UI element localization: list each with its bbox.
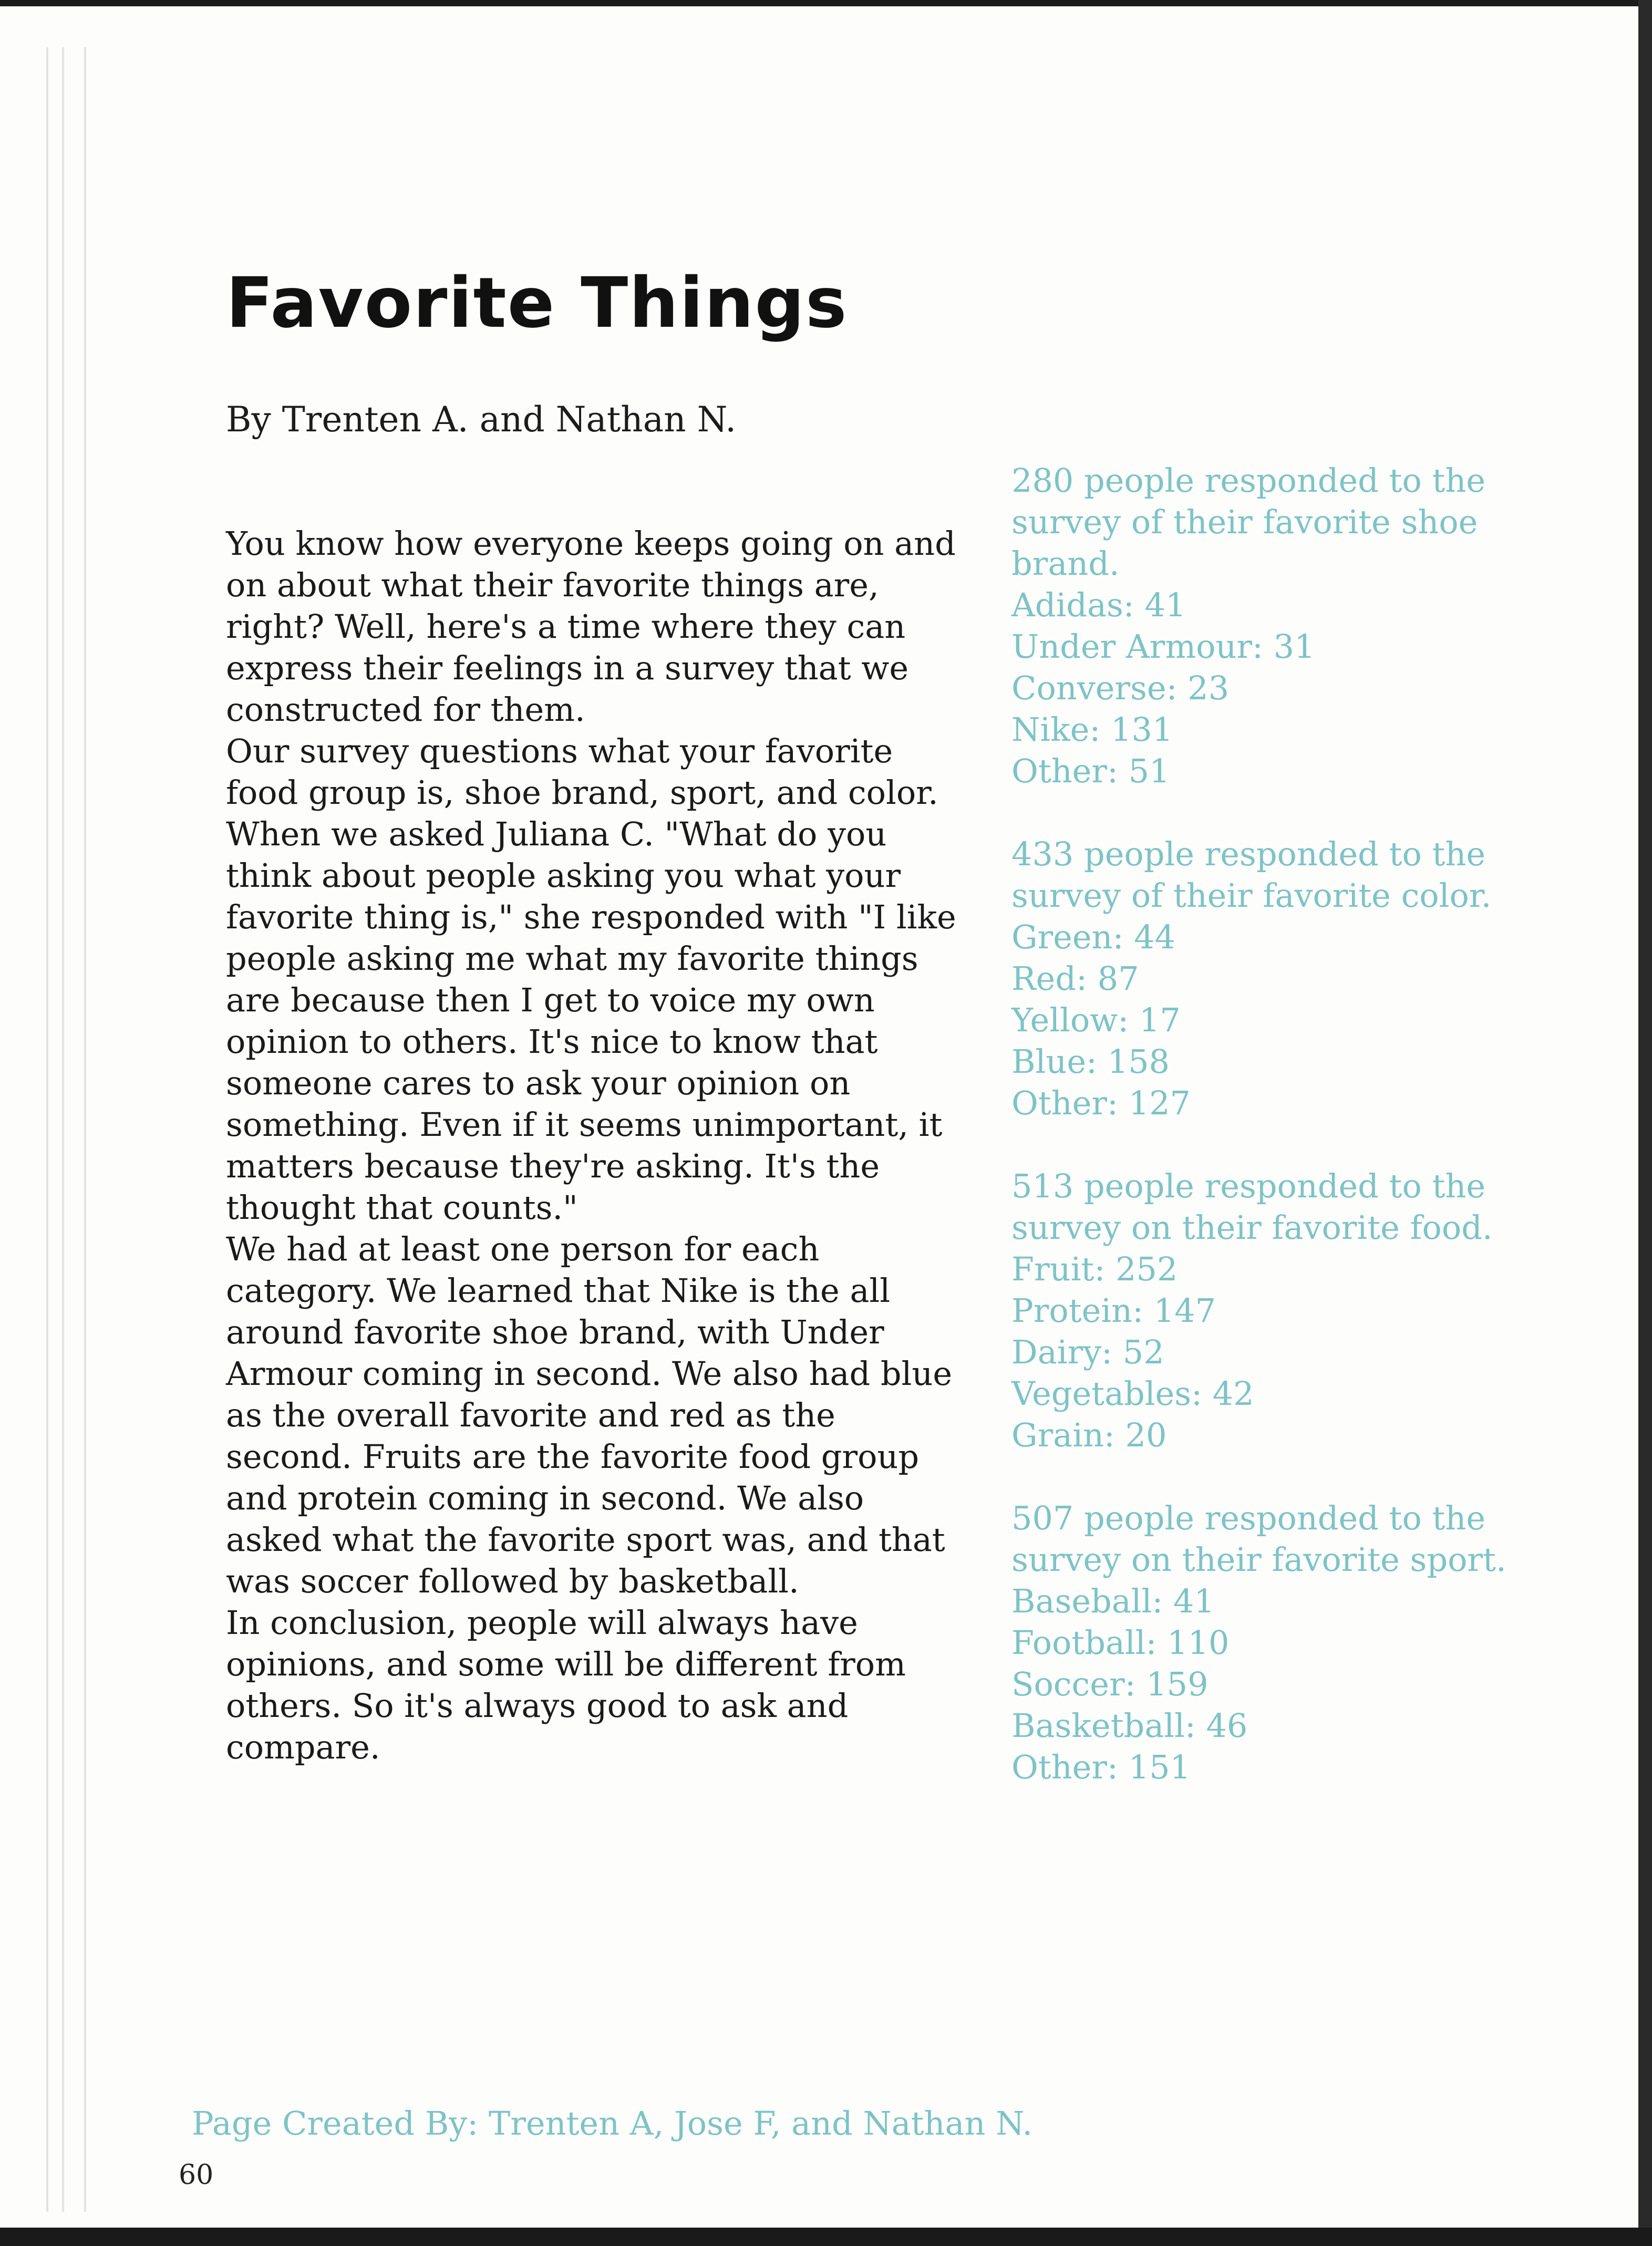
- binding-line: [62, 47, 64, 2212]
- scan-edge-top: [0, 0, 1652, 6]
- survey-result-row: Other: 151: [1011, 1748, 1191, 1786]
- binding-line: [84, 47, 86, 2212]
- result-value: 17: [1139, 1001, 1181, 1039]
- survey-result-row: Baseball: 41: [1011, 1582, 1215, 1620]
- result-value: 46: [1206, 1706, 1248, 1745]
- result-value: 147: [1153, 1291, 1216, 1330]
- survey-result-row: Basketball: 46: [1011, 1706, 1248, 1745]
- survey-result-row: Dairy: 52: [1011, 1333, 1164, 1371]
- result-label: Adidas: [1011, 586, 1123, 624]
- result-label: Blue: [1011, 1042, 1087, 1081]
- result-label: Yellow: [1011, 1001, 1118, 1039]
- result-value: 41: [1173, 1582, 1215, 1620]
- article-title: Favorite Things: [226, 263, 848, 344]
- article-byline: By Trenten A. and Nathan N.: [226, 399, 737, 440]
- result-value: 31: [1273, 627, 1315, 666]
- survey-sport: [1011, 1497, 1537, 1788]
- result-label: Fruit: [1011, 1250, 1095, 1288]
- result-label: Converse: [1011, 669, 1166, 707]
- result-value: 151: [1128, 1748, 1191, 1786]
- survey-intro: 280 people responded to the survey of their favorite shoe brand.: [1011, 461, 1486, 583]
- result-value: 131: [1110, 710, 1173, 749]
- result-value: 42: [1212, 1374, 1254, 1413]
- result-value: 252: [1115, 1250, 1178, 1288]
- survey-result-row: Converse: 23: [1011, 669, 1230, 707]
- survey-result-row: Blue: 158: [1011, 1042, 1170, 1081]
- result-label: Basketball: [1011, 1706, 1185, 1745]
- page-number: 60: [179, 2159, 214, 2191]
- result-label: Football: [1011, 1623, 1146, 1662]
- result-value: 23: [1188, 669, 1230, 707]
- survey-color: [1011, 833, 1537, 1124]
- survey-result-row: Protein: 147: [1011, 1291, 1216, 1330]
- result-value: 41: [1144, 586, 1186, 624]
- survey-food: [1011, 1165, 1537, 1456]
- article-paragraph: We had at least one person for each category. We learned that Nike is the all around favorite shoe brand, with Under Armour coming in second. We also had blue as the overall favorite and red as the second. Fruits are the favorite food group and protein coming in second. We also asked what the favorite sport was, and that was soccer followed by basketball.: [226, 1230, 953, 1600]
- survey-result-row: Vegetables: 42: [1011, 1374, 1254, 1413]
- result-label: Other: [1011, 752, 1108, 790]
- result-label: Dairy: [1011, 1333, 1102, 1371]
- scan-edge-bottom: [0, 2228, 1652, 2246]
- survey-results-sidebar: [1011, 460, 1537, 1829]
- survey-result-row: Fruit: 252: [1011, 1250, 1178, 1288]
- result-value: 127: [1128, 1084, 1191, 1122]
- survey-result-row: Under Armour: 31: [1011, 627, 1315, 666]
- result-label: Other: [1011, 1748, 1108, 1786]
- survey-result-row: Grain: 20: [1011, 1416, 1167, 1454]
- survey-intro: 513 people responded to the survey on their favorite food.: [1011, 1167, 1493, 1247]
- result-value: 52: [1122, 1333, 1164, 1371]
- survey-result-row: Green: 44: [1011, 918, 1175, 956]
- result-value: 20: [1125, 1416, 1167, 1454]
- scan-edge-right: [1638, 0, 1652, 2246]
- survey-result-row: Other: 51: [1011, 752, 1170, 790]
- result-label: Under Armour: [1011, 627, 1253, 666]
- result-label: Soccer: [1011, 1665, 1125, 1703]
- survey-result-row: Nike: 131: [1011, 710, 1173, 749]
- article-paragraph: You know how everyone keeps going on and on about what their favorite things are, right? Well, here's a time where they can express their feelings in a survey that we constructed for them.: [226, 524, 956, 729]
- survey-intro: 433 people responded to the survey of their favorite color.: [1011, 835, 1492, 915]
- result-label: Vegetables: [1011, 1374, 1192, 1413]
- survey-result-row: Yellow: 17: [1011, 1001, 1181, 1039]
- result-label: Protein: [1011, 1291, 1133, 1330]
- survey-shoe-brand: [1011, 460, 1537, 792]
- result-label: Green: [1011, 918, 1113, 956]
- survey-result-row: Adidas: 41: [1011, 586, 1186, 624]
- result-value: 87: [1097, 959, 1139, 998]
- survey-result-row: Other: 127: [1011, 1084, 1191, 1122]
- result-value: 158: [1107, 1042, 1170, 1081]
- survey-intro: 507 people responded to the survey on their favorite sport.: [1011, 1499, 1506, 1579]
- result-label: Grain: [1011, 1416, 1104, 1454]
- result-label: Red: [1011, 959, 1077, 998]
- result-value: 159: [1146, 1665, 1209, 1703]
- result-label: Baseball: [1011, 1582, 1152, 1620]
- page-credit: Page Created By: Trenten A, Jose F, and Nathan N.: [192, 2104, 1033, 2143]
- binding-line: [46, 47, 48, 2212]
- result-value: 44: [1134, 918, 1175, 956]
- result-value: 51: [1128, 752, 1170, 790]
- survey-result-row: Football: 110: [1011, 1623, 1230, 1662]
- article-body: [226, 523, 962, 1768]
- result-value: 110: [1167, 1623, 1230, 1662]
- article-paragraph: Our survey questions what your favorite food group is, shoe brand, sport, and color. When we asked Juliana C. "What do you think about people asking you what your favorite thing is," she responded with "I like people asking me what my favorite things are because then I get to voice my own opinion to others. It's nice to know that someone cares to ask your opinion on something. Even if it seems unimportant, it matters because they're asking. It's the thought that counts.": [226, 732, 956, 1227]
- article-paragraph: In conclusion, people will always have opinions, and some will be different from others. So it's always good to ask and compare.: [226, 1603, 906, 1766]
- result-label: Nike: [1011, 710, 1090, 749]
- result-label: Other: [1011, 1084, 1108, 1122]
- survey-result-row: Red: 87: [1011, 959, 1139, 998]
- survey-result-row: Soccer: 159: [1011, 1665, 1209, 1703]
